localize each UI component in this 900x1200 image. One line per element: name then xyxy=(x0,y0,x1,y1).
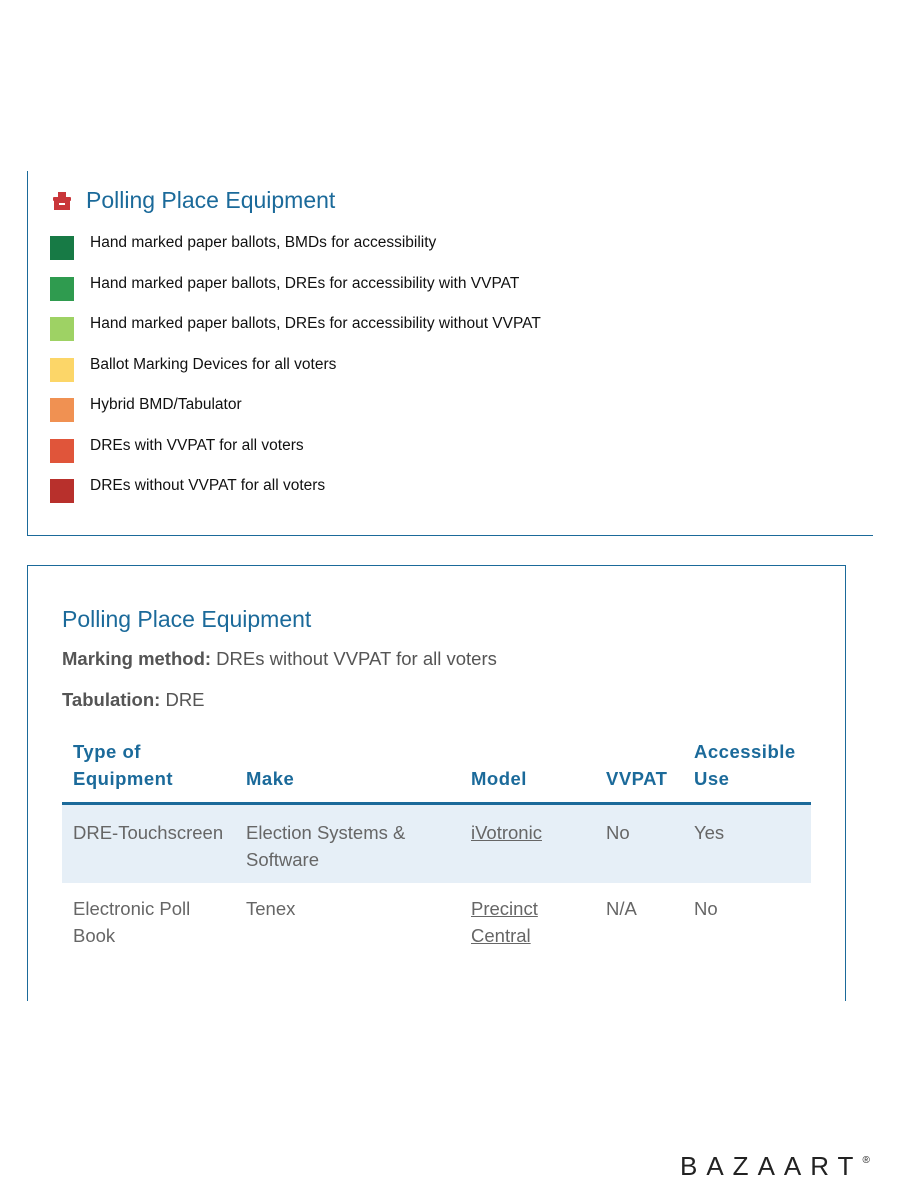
legend-swatch xyxy=(50,358,74,382)
legend-item xyxy=(50,476,541,517)
legend-item xyxy=(50,395,541,436)
legend-label: DREs without VVPAT for all voters xyxy=(90,477,326,494)
marking-method-value: DREs without VVPAT for all voters xyxy=(216,648,497,669)
watermark-text: BAZAART xyxy=(680,1151,863,1181)
model-link[interactable]: iVotronic xyxy=(471,822,542,843)
legend-label: Hand marked paper ballots, DREs for accessibility with VVPAT xyxy=(90,274,520,292)
equipment-table xyxy=(62,734,811,959)
legend-swatch xyxy=(50,398,74,422)
tabulation xyxy=(62,689,205,711)
cell-accessible-use: Yes xyxy=(683,804,811,884)
cell-vvpat: N/A xyxy=(606,898,637,919)
cell-type: Electronic Poll Book xyxy=(73,898,191,946)
legend-label: Ballot Marking Devices for all voters xyxy=(90,355,337,373)
tabulation-label: Tabulation: xyxy=(62,689,161,710)
cell-vvpat: No xyxy=(595,804,683,884)
table-row xyxy=(62,804,811,884)
tabulation-value: DRE xyxy=(165,689,205,710)
legend-title: Polling Place Equipment xyxy=(86,187,336,213)
legend-item xyxy=(50,355,541,396)
model-link[interactable]: Precinct Central xyxy=(471,898,538,946)
header-make: Make xyxy=(235,734,460,804)
legend-swatch xyxy=(50,236,74,260)
legend-item xyxy=(50,274,541,315)
detail-panel xyxy=(27,565,846,1001)
legend-swatch xyxy=(50,439,74,463)
legend-item xyxy=(50,314,541,355)
header-accessible-use: Accessible Use xyxy=(683,734,811,804)
marking-method xyxy=(62,648,497,670)
cell-make: Tenex xyxy=(246,898,296,919)
legend-label: Hand marked paper ballots, BMDs for accessibility xyxy=(90,234,437,251)
legend-panel xyxy=(27,171,873,536)
bazaart-watermark xyxy=(680,1151,870,1182)
detail-title: Polling Place Equipment xyxy=(62,606,312,632)
marking-method-label: Marking method: xyxy=(62,648,212,669)
legend-swatch xyxy=(50,479,74,503)
cell-model xyxy=(460,804,595,884)
legend-header xyxy=(52,187,335,214)
legend-swatch xyxy=(50,317,74,341)
cell-make: Election Systems & Software xyxy=(235,804,460,884)
header-vvpat: VVPAT xyxy=(595,734,683,804)
legend-item xyxy=(50,233,541,274)
header-model: Model xyxy=(460,734,595,804)
cell-accessible-use: No xyxy=(694,898,718,919)
table-header-row xyxy=(62,734,811,804)
cell-model xyxy=(460,883,595,959)
legend-label: DREs with VVPAT for all voters xyxy=(90,436,304,454)
cell-type: DRE-Touchscreen xyxy=(62,804,235,884)
legend-list xyxy=(50,233,541,517)
registered-mark: ® xyxy=(862,1155,870,1166)
table-row xyxy=(62,883,811,959)
legend-label: Hybrid BMD/Tabulator xyxy=(90,396,242,413)
header-type: Type of Equipment xyxy=(62,734,235,804)
legend-swatch xyxy=(50,277,74,301)
legend-item xyxy=(50,436,541,477)
ballot-box-icon xyxy=(52,191,72,211)
legend-label: Hand marked paper ballots, DREs for accessibility without VVPAT xyxy=(90,315,541,332)
